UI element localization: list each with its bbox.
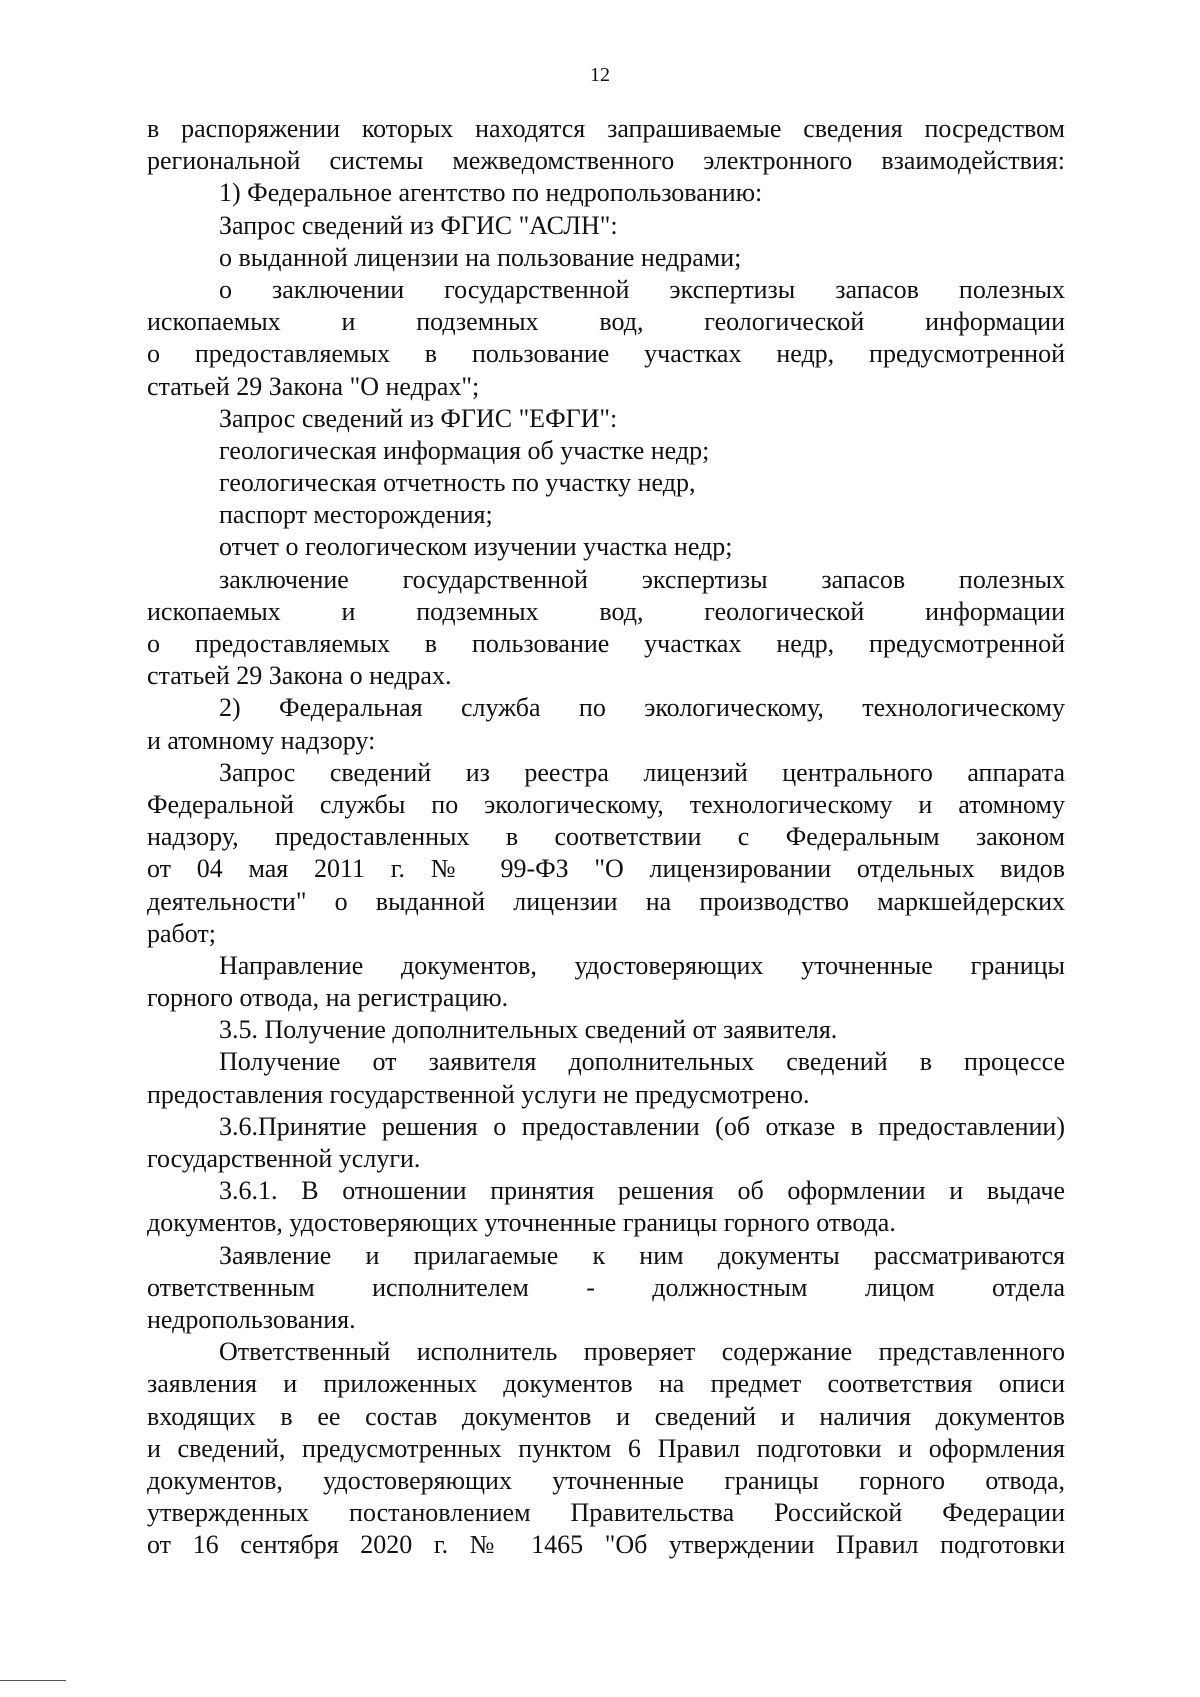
text-line: Направление документов, удостоверяющих уточненные границы <box>219 950 1065 980</box>
text-line: заявления и приложенных документов на предмет соответствия описи <box>147 1369 1065 1399</box>
text-line: работ; <box>147 918 217 948</box>
text-line: о заключении государственной экспертизы запасов полезных <box>219 274 1065 304</box>
text-line: Получение от заявителя дополнительных сведений в процессе <box>219 1047 1065 1077</box>
text-line: и сведений, предусмотренных пунктом 6 Правил подготовки и оформления <box>147 1433 1065 1463</box>
text-line: статьей 29 Закона "О недрах"; <box>147 371 480 401</box>
text-line: предоставления государственной услуги не предусмотрено. <box>147 1079 810 1109</box>
text-line: документов, удостоверяющих уточненные границы горного отвода. <box>147 1208 896 1238</box>
scan-edge-mark <box>0 1680 66 1681</box>
text-line: статьей 29 Закона о недрах. <box>147 661 452 691</box>
text-line: Запрос сведений из реестра лицензий центрального аппарата <box>219 757 1065 787</box>
text-line: входящих в ее состав документов и сведений и наличия документов <box>147 1401 1065 1431</box>
text-line: о предоставляемых в пользование участках недр, предусмотренной <box>147 629 1065 658</box>
text-line: Федеральной службы по экологическому, технологическому и атомному <box>147 789 1065 819</box>
text-line: недропользования. <box>147 1304 356 1334</box>
text-line: ископаемых и подземных вод, геологической информации <box>147 596 1065 626</box>
text-line: Запрос сведений из ФГИС "АСЛН": <box>219 210 618 240</box>
text-line: надзору, предоставленных в соответствии с Федеральным законом <box>147 822 1065 852</box>
document-body <box>147 113 1065 1561</box>
text-line: утвержденных постановлением Правительства Российской Федерации <box>147 1498 1065 1528</box>
text-line: горного отвода, на регистрацию. <box>147 983 509 1013</box>
text-line: Заявление и прилагаемые к ним документы рассматриваются <box>219 1240 1065 1270</box>
text-line: 3.5. Получение дополнительных сведений от заявителя. <box>219 1015 838 1045</box>
text-line: о предоставляемых в пользование участках недр, предусмотренной <box>147 339 1065 369</box>
text-line: государственной услуги. <box>147 1144 421 1173</box>
text-line: 1) Федеральное агентство по недропользованию: <box>219 178 763 208</box>
text-line: геологическая отчетность по участку недр, <box>219 468 696 498</box>
text-line: ответственным исполнителем - должностным лицом отдела <box>147 1272 1065 1302</box>
text-line: заключение государственной экспертизы запасов полезных <box>219 564 1065 594</box>
text-line: Ответственный исполнитель проверяет содержание представленного <box>219 1337 1065 1367</box>
text-line: паспорт месторождения; <box>219 500 493 530</box>
text-line: ископаемых и подземных вод, геологической информации <box>147 307 1065 337</box>
text-line: отчет о геологическом изучении участка недр; <box>219 532 733 562</box>
text-line: деятельности" о выданной лицензии на производство маркшейдерских <box>147 886 1065 916</box>
text-line: 3.6.1. В отношении принятия решения об оформлении и выдаче <box>219 1176 1065 1206</box>
text-line: региональной системы межведомственного электронного взаимодействия: <box>147 146 1065 176</box>
text-line: 2) Федеральная служба по экологическому, технологическому <box>219 693 1065 723</box>
text-line: геологическая информация об участке недр; <box>219 435 710 465</box>
page-number: 12 <box>590 64 610 86</box>
text-line: от 16 сентября 2020 г. № 1465 "Об утверждении Правил подготовки <box>147 1530 1065 1560</box>
text-line: 3.6.Принятие решения о предоставлении (об отказе в предоставлении) <box>219 1111 1065 1141</box>
text-line: в распоряжении которых находятся запрашиваемые сведения посредством <box>147 114 1065 143</box>
text-line: о выданной лицензии на пользование недрами; <box>219 242 742 272</box>
text-line: Запрос сведений из ФГИС "ЕФГИ": <box>219 403 618 433</box>
text-line: документов, удостоверяющих уточненные границы горного отвода, <box>147 1465 1065 1495</box>
text-line: и атомному надзору: <box>147 725 376 755</box>
text-line: от 04 мая 2011 г. № 99-ФЗ "О лицензировании отдельных видов <box>147 854 1065 884</box>
